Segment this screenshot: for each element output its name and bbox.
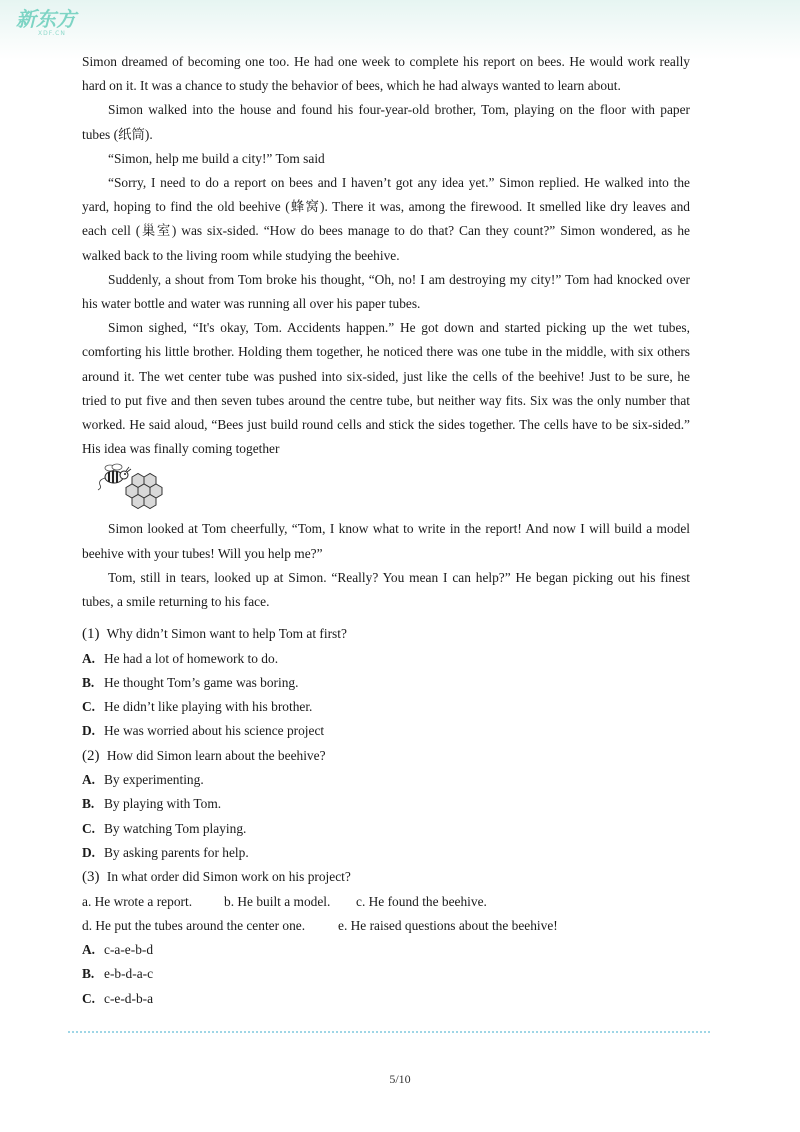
option-text: e-b-d-a-c: [104, 966, 154, 982]
question-3: [82, 865, 690, 889]
option-item: [82, 695, 690, 719]
order-step: d. He put the tubes around the center one.: [82, 917, 306, 933]
option-text: By watching Tom playing.: [104, 820, 247, 836]
option-text: He had a lot of homework to do.: [104, 650, 279, 666]
option-letter: A.: [82, 942, 96, 958]
option-item: [82, 817, 690, 841]
question-text: How did Simon learn about the beehive?: [106, 747, 326, 763]
option-text: He was worried about his science project: [104, 723, 325, 739]
option-text: He thought Tom’s game was boring.: [104, 674, 299, 690]
option-text: By experimenting.: [104, 772, 204, 788]
question-number: (2): [82, 747, 100, 764]
document-body: [82, 50, 690, 1011]
question-1: [82, 622, 690, 646]
logo-main-text: 新东方: [16, 7, 76, 31]
option-item: [82, 841, 690, 865]
option-letter: B.: [82, 966, 95, 982]
order-step: e. He raised questions about the beehive!: [338, 917, 558, 933]
option-letter: D.: [82, 723, 96, 739]
option-item: [82, 719, 690, 743]
passage-paragraph: “Simon, help me build a city!” Tom said: [108, 150, 325, 166]
option-text: He didn’t like playing with his brother.: [104, 699, 313, 715]
option-item: [82, 647, 690, 671]
order-step: b. He built a model.: [224, 893, 331, 909]
passage-paragraph: Simon dreamed of becoming one too. He had one week to complete his report on bees. He would work really hard on it. It was a chance to study the behavior of bees, which he had always wanted to learn about.: [82, 54, 690, 94]
bee-honeycomb-illustration: [88, 463, 168, 511]
passage-paragraph: “Sorry, I need to do a report on bees and I haven’t got any idea yet.” Simon replied. He walked into the yard, hoping to find the old beehive (蜂窝). There it was, among the firewood. It smelled like dry leaves and each cell (巢室) was six-sided. “How do bees manage to do that? Can they count?” Simon wondered, as he walked back to the living room while studying the beehive.: [82, 175, 690, 263]
option-letter: A.: [82, 650, 96, 666]
option-letter: D.: [82, 844, 96, 860]
passage-paragraph: Simon walked into the house and found his four-year-old brother, Tom, playing on the floor with paper tubes (纸筒).: [82, 102, 690, 142]
question-number: (1): [82, 626, 100, 643]
option-letter: C.: [82, 699, 96, 715]
question-text: In what order did Simon work on his project?: [106, 869, 351, 885]
option-text: c-e-d-b-a: [104, 990, 154, 1006]
option-text: By asking parents for help.: [104, 844, 249, 860]
order-steps-row: [82, 914, 690, 938]
option-letter: B.: [82, 796, 95, 812]
option-letter: C.: [82, 990, 96, 1006]
passage-paragraph: Suddenly, a shout from Tom broke his thought, “Oh, no! I am destroying my city!” Tom had knocked over his water bottle and water was running all over his paper tubes.: [82, 271, 690, 312]
order-step: c. He found the beehive.: [356, 893, 487, 909]
option-text: c-a-e-b-d: [104, 942, 154, 958]
page-number: 5/10: [389, 1072, 411, 1086]
option-letter: A.: [82, 772, 96, 788]
option-item: [82, 987, 690, 1011]
option-text: By playing with Tom.: [104, 796, 222, 812]
option-item: [82, 768, 690, 792]
option-item: [82, 938, 690, 962]
passage-paragraph: Tom, still in tears, looked up at Simon. “Really? You mean I can help?” He began picking out his finest tubes, a smile returning to his face.: [82, 569, 690, 610]
question-number: (3): [82, 869, 100, 886]
brand-logo: [16, 8, 96, 40]
order-step: a. He wrote a report.: [82, 893, 193, 909]
option-letter: B.: [82, 674, 95, 690]
passage-paragraph: Simon looked at Tom cheerfully, “Tom, I know what to write in the report! And now I will build a model beehive with your tubes! Will you help me?”: [82, 521, 690, 561]
option-item: [82, 962, 690, 986]
passage-paragraph: Simon sighed, “It's okay, Tom. Accidents happen.” He got down and started picking up the wet tubes, comforting his little brother. Holding them together, he noticed there was one tube in the middle, with six others around it. The wet center tube was pushed into six-sided, just like the cells of the beehive! Just to be sure, he tried to put five and then seven tubes around the centre tube, but neither way fits. Six was the only number that worked. He said aloud, “Bees just build round cells and stick the sides together. The cells have to be six-sided.” His idea was finally coming together: [82, 320, 690, 457]
footer-divider: [68, 1031, 710, 1033]
question-2: [82, 744, 690, 768]
option-letter: C.: [82, 820, 96, 836]
option-item: [82, 671, 690, 695]
order-steps-row: [82, 890, 690, 914]
option-item: [82, 792, 690, 816]
logo-sub-text: XDF.CN: [38, 30, 66, 37]
question-text: Why didn’t Simon want to help Tom at first?: [106, 626, 347, 642]
